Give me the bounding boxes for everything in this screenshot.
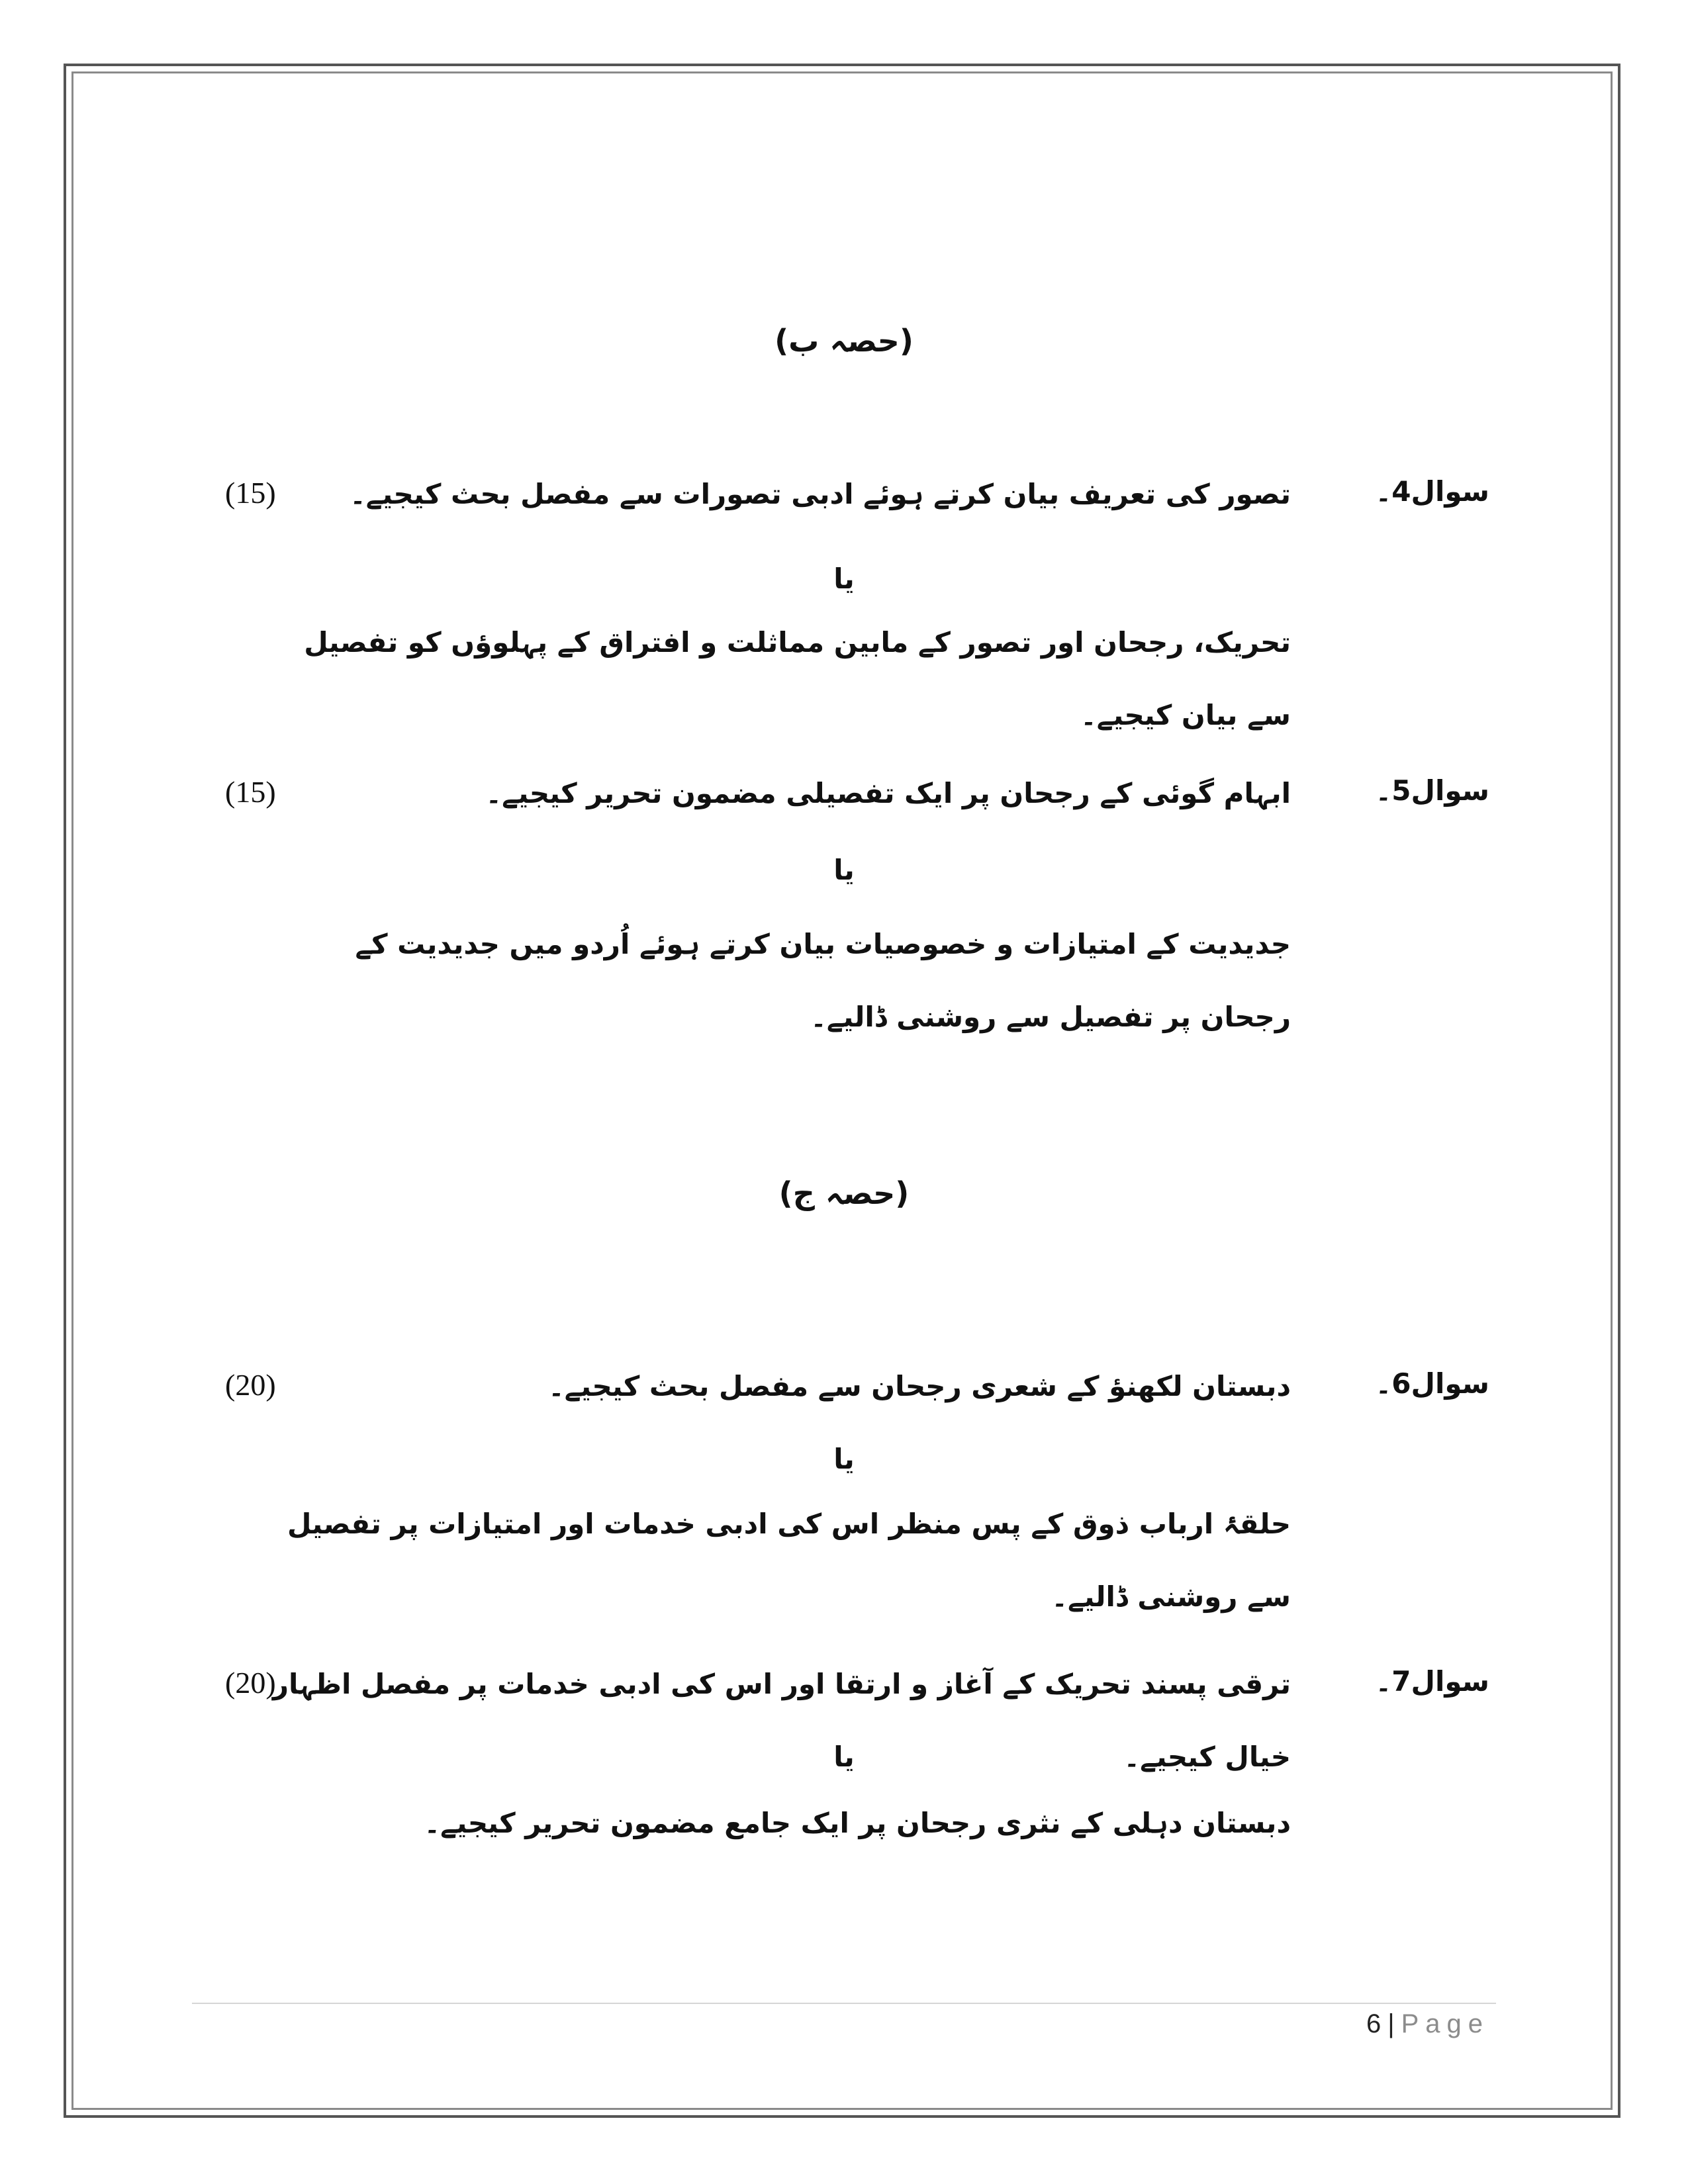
question-5-or: یا — [833, 854, 855, 886]
question-7-alternative: دبستان دہلی کے نثری رجحان پر ایک جامع مضمون تحریر کیجیے۔ — [424, 1807, 1291, 1839]
question-5-alternative: جدیدیت کے امتیازات و خصوصیات بیان کرتے ہوئے اُردو میں جدیدیت کے رجحان پر تفصیل سے روشنی ڈالیے۔ — [355, 928, 1291, 1033]
question-7-marks: (20) — [225, 1666, 276, 1700]
page-number: 6 — [1366, 2009, 1382, 2038]
footer-rule — [192, 2003, 1496, 2004]
question-5-marks: (15) — [225, 775, 276, 809]
question-7-label: سوال7۔ — [1375, 1665, 1489, 1698]
question-4-alternative: تحریک، رجحان اور تصور کے مابین مماثلت و افتراق کے پہلوؤں کو تفصیل سے بیان کیجیے۔ — [304, 626, 1291, 731]
page-word: Page — [1401, 2009, 1489, 2038]
page-footer — [1366, 2009, 1489, 2039]
question-6-alternative: حلقۂ ارباب ذوق کے پس منظر اس کی ادبی خدمات اور امتیازات پر تفصیل سے روشنی ڈالیے۔ — [287, 1508, 1291, 1613]
question-7-text: ترقی پسند تحریک کے آغاز و ارتقا اور اس کی ادبی خدمات پر مفصل اظہار خیال کیجیے۔ — [272, 1668, 1291, 1773]
section-c-heading: (حصہ ج) — [778, 1175, 910, 1211]
question-6-label: سوال6۔ — [1375, 1367, 1489, 1400]
question-4-text: تصور کی تعریف بیان کرتے ہوئے ادبی تصورات سے مفصل بحث کیجیے۔ — [350, 478, 1291, 510]
question-4-marks: (15) — [225, 476, 276, 510]
question-5-text: ابہام گوئی کے رجحان پر ایک تفصیلی مضمون تحریر کیجیے۔ — [485, 777, 1291, 809]
question-4-label: سوال4۔ — [1375, 475, 1489, 508]
question-6-text: دبستان لکھنؤ کے شعری رجحان سے مفصل بحث کیجیے۔ — [548, 1370, 1291, 1402]
question-7-or: یا — [833, 1741, 855, 1773]
section-b-heading: (حصہ ب) — [774, 323, 914, 359]
question-6-or: یا — [833, 1443, 855, 1475]
question-4-or: یا — [833, 563, 855, 595]
footer-separator: | — [1387, 2009, 1395, 2038]
question-6-marks: (20) — [225, 1368, 276, 1402]
question-5-label: سوال5۔ — [1375, 774, 1489, 807]
